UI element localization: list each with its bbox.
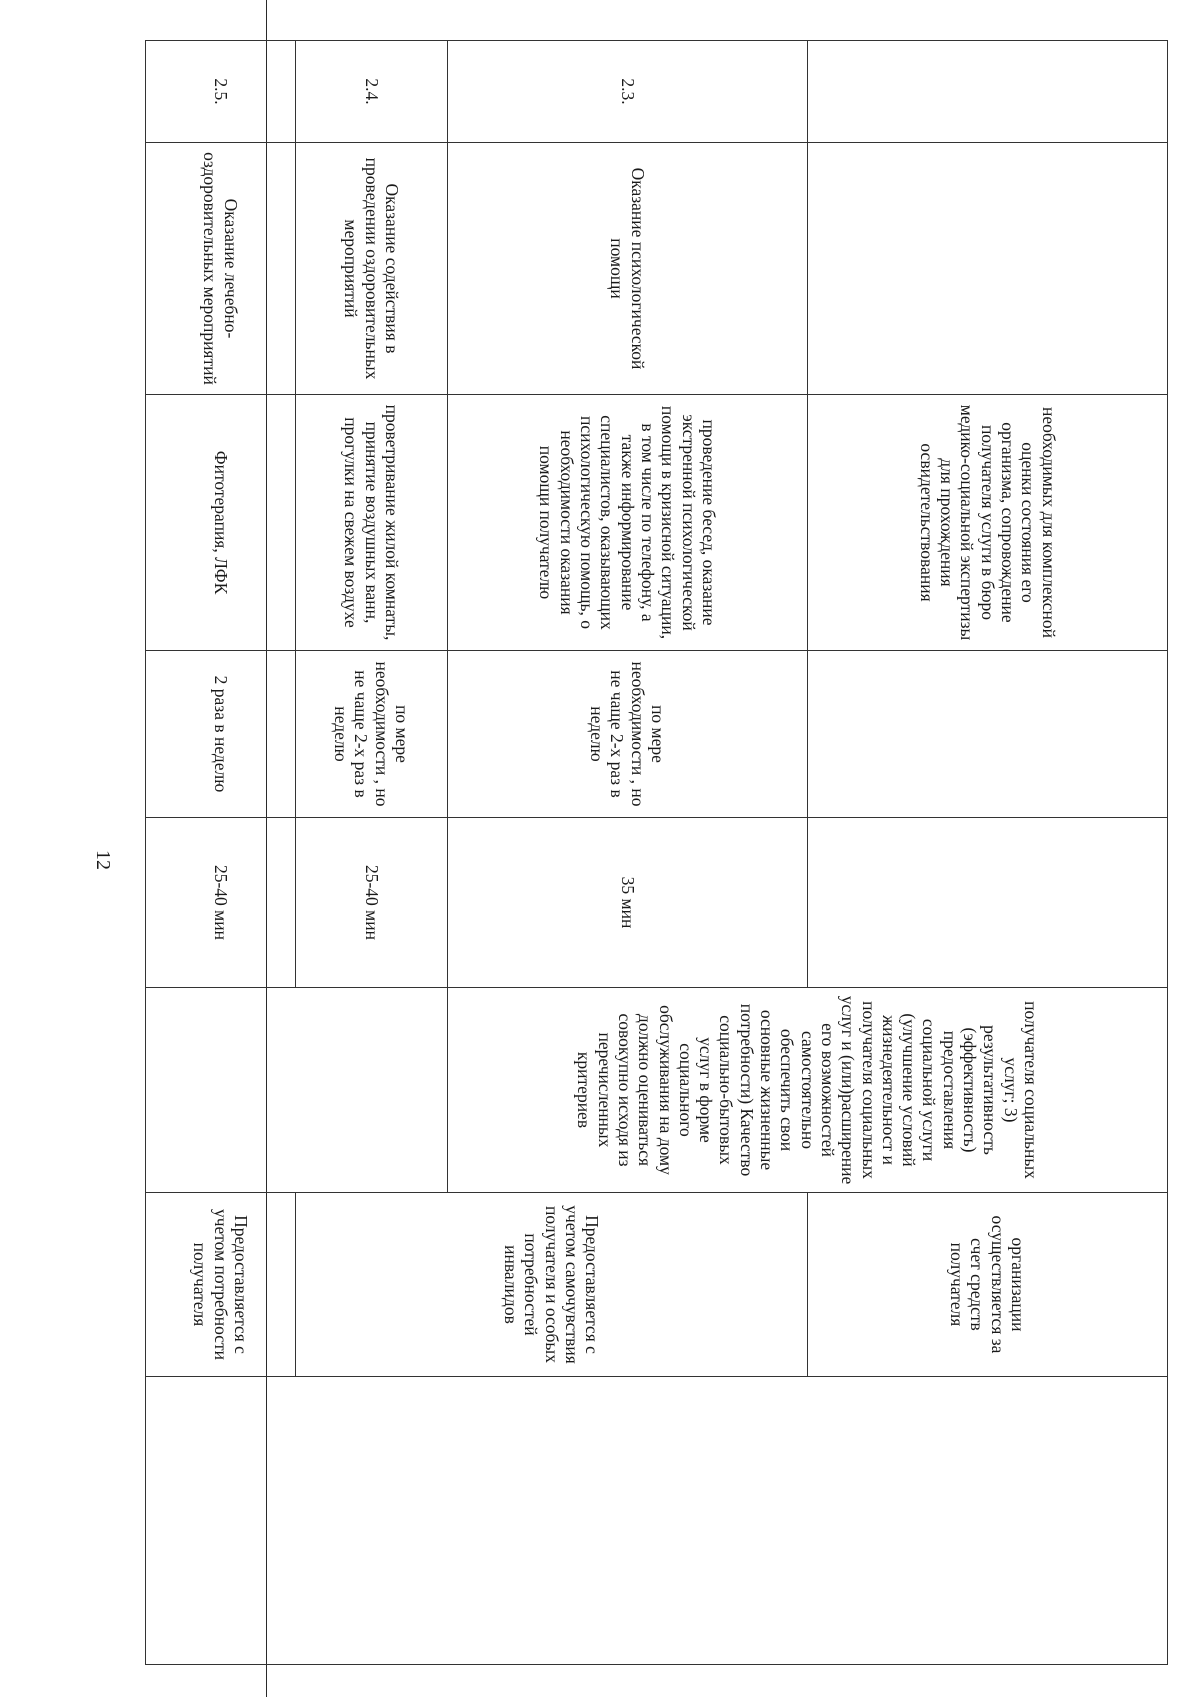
cell-number: 2.3.	[448, 41, 808, 143]
cell-description: необходимых для комплексной оценки состояния его организма, сопровождение получателя услуги в бюро медико-социальной экспертизы для прохождения освидетельствования	[808, 395, 1168, 651]
page-number: 12	[92, 850, 114, 870]
cell-service-name: Оказание лечебно-оздоровительных мероприятий	[146, 143, 296, 395]
cell-conditions: Предоставляется с учетом потребности получателя	[146, 1193, 296, 1377]
cell-service-name	[808, 143, 1168, 395]
cell-conditions: Предоставляется с учетом самочувствия получателя и особых потребностей инвалидов	[296, 1193, 808, 1377]
cell-number: 2.5.	[146, 41, 296, 143]
cell-service-name: Оказание психологической помощи	[448, 143, 808, 395]
cell-frequency: по мере необходимости , но не чаще 2-х раз в неделю	[448, 651, 808, 818]
cell-quality-criteria: получателя социальных услуг; 3) результативность (эффективность) предоставления социальной услуги (улучшение условий жизнедеятельност и получателя социальных услуг и (или)расширение его возможностей самостоятельно обеспечить свои основные жизненные потребности) Качество социально-бытовых услуг в форме социального обслуживания на дому должно оцениваться совокупно исходя из перечисленных критериев	[448, 988, 1168, 1193]
cell-number	[808, 41, 1168, 143]
cell-description: проветривание жилой комнаты, принятие воздушных ванн, прогулки на свежем воздухе	[296, 395, 448, 651]
cell-conditions: организации осуществляется за счет средств получателя	[808, 1193, 1168, 1377]
services-table	[145, 40, 1168, 1665]
rotated-table-page	[146, 40, 1168, 1664]
table-rotation-frame	[146, 40, 1168, 1664]
cell-duration: 35 мин	[448, 818, 808, 988]
cell-frequency	[808, 651, 1168, 818]
cell-duration: 25-40 мин	[296, 818, 448, 988]
cell-duration	[808, 818, 1168, 988]
cell-quality-criteria	[146, 988, 448, 1193]
cell-blank	[146, 1377, 1168, 1665]
cell-description: Фитотерапия, ЛФК	[146, 395, 296, 651]
cell-number: 2.4.	[296, 41, 448, 143]
table-row	[808, 41, 1168, 1665]
cell-frequency: 2 раза в неделю	[146, 651, 296, 818]
cell-duration: 25-40 мин	[146, 818, 296, 988]
cell-service-name: Оказание содействия в проведении оздоровительных мероприятий	[296, 143, 448, 395]
cell-frequency: по мере необходимости , но не чаще 2-х раз в неделю	[296, 651, 448, 818]
cell-description: проведение бесед, оказание экстренной психологической помощи в кризисной ситуации, в том числе по телефону, а также информирование специалистов, оказывающих психологическую помощь, о необходимости оказания помощи получателю	[448, 395, 808, 651]
